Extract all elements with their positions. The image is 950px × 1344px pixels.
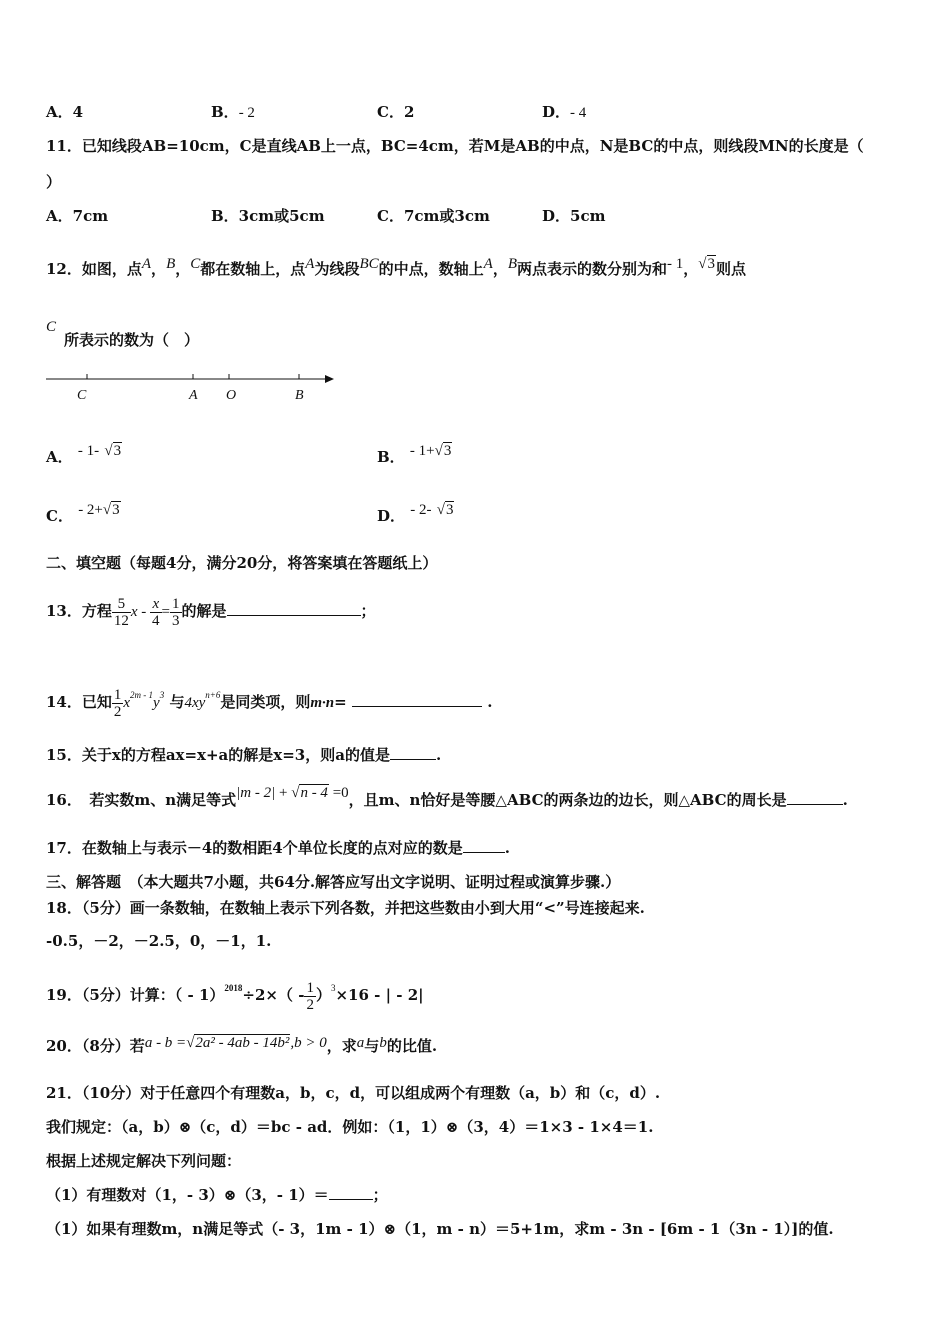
radicand: 3: [445, 502, 454, 518]
sqrt: √3: [434, 443, 452, 459]
q12-stem-end: 所表示的数为（ ）: [64, 331, 200, 349]
q11-option-c: C．7cm或3cm: [377, 207, 490, 225]
sqrt: √n - 4: [291, 785, 328, 801]
variable: y: [153, 695, 160, 711]
text: 与: [169, 693, 185, 711]
q16: [46, 785, 848, 811]
label-c: C: [77, 388, 87, 403]
q12-point-c-label: [46, 316, 56, 337]
exponent: 3: [330, 983, 336, 993]
condition: ,b > 0: [290, 1035, 327, 1051]
radicand: 3: [113, 443, 122, 459]
section-2-heading: 二、填空题（每题4分，满分20分，将答案填在答题纸上）: [46, 554, 438, 572]
text: 则点: [716, 260, 747, 278]
q18-numbers: -0.5，－2，－2.5，0，－1，1.: [46, 932, 272, 950]
text: 20．（8分）若: [46, 1037, 145, 1055]
fraction: [304, 980, 316, 1013]
text: .: [487, 693, 493, 711]
expression: m·n: [310, 695, 335, 711]
denominator: 2: [306, 996, 314, 1013]
q13: [46, 586, 376, 637]
q11-option-b: B．3cm或5cm: [211, 207, 325, 225]
text: 12．如图，点: [46, 260, 142, 278]
answer-blank[interactable]: [390, 745, 436, 760]
value-sqrt3: √3: [698, 256, 716, 272]
numerator: x: [150, 596, 162, 613]
text: 是同类项，则: [220, 693, 311, 711]
option-value: - 2-: [410, 502, 432, 518]
option-label: B．: [211, 103, 239, 121]
text: .: [842, 791, 848, 809]
q21-line1: 21．（10分）对于任意四个有理数a，b，c，d，可以组成两个有理数（a，b）和（c，d）.: [46, 1084, 661, 1102]
text: ÷2×（ -: [242, 986, 305, 1004]
q19: [46, 966, 424, 1017]
point-b: B: [507, 256, 518, 272]
q15: [46, 745, 441, 765]
fraction: [112, 596, 131, 629]
text: 16． 若实数m、n满足等式: [46, 791, 237, 809]
option-value: 2: [403, 103, 415, 121]
point-a: A: [141, 256, 152, 272]
q12-option-c: [46, 499, 121, 525]
text: 19．（5分）计算：（ - 1）: [46, 986, 225, 1004]
radicand: 2a² - 4ab - 14b²: [195, 1035, 290, 1051]
exponent: 3: [159, 690, 165, 700]
q14: [46, 670, 492, 728]
text: 的中点，数轴上: [378, 260, 484, 278]
q21-line5: （1）如果有理数m，n满足等式（- 3，1m - 1）⊗（1，m - n）＝5+1m，求m - 3n - [6m - 1（3n - 1）]的值.: [46, 1220, 834, 1238]
q12-option-b: [377, 440, 452, 466]
variable: x: [130, 604, 138, 620]
option-label: A．: [46, 103, 73, 121]
text: （1）有理数对（1，- 3）⊗（3，- 1）＝: [46, 1186, 329, 1204]
operator: -: [137, 604, 151, 620]
text: ，: [151, 260, 167, 278]
q18-stem: 18．（5分）画一条数轴，在数轴上表示下列各数，并把这些数由小到大用“<”号连接起来.: [46, 899, 645, 917]
q21-line2: 我们规定：（a，b）⊗（c，d）＝bc - ad．例如：（1，1）⊗（3，4）＝1×3 - 1×4＝1.: [46, 1118, 654, 1136]
text: 13．方程: [46, 602, 112, 620]
option-value: 4: [72, 103, 84, 121]
denominator: 4: [152, 612, 160, 629]
text: ，且m、n恰好是等腰△ABC的两条边的边长，则△ABC的周长是: [348, 791, 787, 809]
text: 15．关于x的方程ax=x+a的解是x=3，则a的值是: [46, 746, 390, 764]
text: 为线段: [314, 260, 360, 278]
q21-line3: 根据上述规定解决下列问题：: [46, 1152, 242, 1170]
numerator: 1: [306, 979, 314, 996]
point-a: A: [305, 256, 315, 272]
radicand: 3: [112, 502, 120, 518]
denominator: 2: [113, 703, 122, 720]
text: 的解是: [181, 602, 227, 620]
q17: [46, 838, 510, 858]
point-a: A: [483, 256, 493, 272]
denominator: 3: [172, 612, 180, 629]
numerator: 1: [113, 686, 122, 703]
segment-bc: BC: [359, 256, 379, 272]
q11-stem: 11．已知线段AB=10cm，C是直线AB上一点，BC=4cm，若M是AB的中点，N是BC的中点，则线段MN的长度是（: [46, 137, 864, 155]
radicand: n - 4: [300, 785, 328, 801]
text: .: [435, 746, 442, 764]
radicand: 3: [707, 256, 716, 272]
label-b: B: [295, 388, 304, 403]
label-a: A: [189, 388, 198, 403]
option-label: A．: [46, 448, 73, 466]
value-neg1: - 1: [667, 256, 684, 272]
point-c: C: [190, 256, 201, 272]
option-value: - 1+: [409, 443, 435, 459]
fraction: [170, 596, 182, 629]
term: 4xy: [184, 695, 206, 711]
option-label: C．: [377, 103, 404, 121]
point-b: B: [166, 256, 176, 272]
answer-blank[interactable]: [787, 790, 843, 805]
text: ，: [175, 260, 191, 278]
option-label: D．: [377, 507, 406, 525]
answer-blank[interactable]: [352, 692, 482, 707]
option-label: C．: [46, 507, 73, 525]
number-line: [40, 368, 340, 408]
operator: =: [161, 604, 171, 620]
text: ；: [372, 1186, 388, 1204]
option-value: - 2+: [78, 502, 103, 518]
q12-option-a: [46, 440, 122, 466]
sqrt: √3: [104, 443, 122, 459]
q10-option-d: [542, 102, 586, 123]
option-value: - 2: [238, 105, 255, 121]
option-label: D．: [542, 103, 571, 121]
text: ，求: [326, 1037, 357, 1055]
text: 14．已知: [46, 693, 112, 711]
q10-option-b: [211, 102, 255, 123]
sqrt: √2a² - 4ab - 14b²: [186, 1035, 290, 1051]
label-o: O: [226, 388, 237, 403]
option-value: - 1-: [77, 443, 100, 459]
variable: a: [356, 1035, 365, 1051]
text: ；: [360, 602, 376, 620]
q21-line4: [46, 1185, 388, 1205]
option-label: B．: [377, 448, 405, 466]
q10-option-a: [46, 102, 83, 122]
answer-blank[interactable]: [329, 1185, 373, 1200]
q11-option-d: D．5cm: [542, 207, 606, 225]
sqrt: √3: [436, 502, 454, 518]
text: ，: [683, 260, 699, 278]
exponent: 2018: [224, 983, 243, 993]
exponent: n+6: [205, 690, 221, 700]
text: ×16 - | - 2|: [335, 986, 424, 1004]
operator: +: [275, 785, 292, 801]
q12-option-d: [377, 499, 454, 525]
denominator: 12: [113, 612, 129, 629]
text: 与: [364, 1037, 380, 1055]
text: ，: [492, 260, 508, 278]
text: =: [334, 693, 347, 711]
text: 都在数轴上，点: [200, 260, 306, 278]
option-value: - 4: [570, 105, 587, 121]
text: ）: [315, 986, 331, 1004]
answer-blank[interactable]: [463, 838, 505, 853]
numerator: 5: [112, 596, 131, 613]
expression: a - b =: [144, 1035, 187, 1051]
axis-arrow: [325, 375, 334, 383]
section-3-heading: 三、解答题 （本大题共7小题，共64分.解答应写出文字说明、证明过程或演算步骤.）: [46, 873, 621, 891]
text: 两点表示的数分别为和: [517, 260, 668, 278]
text: .: [504, 839, 510, 857]
fraction: [112, 687, 124, 720]
text: 的比值.: [386, 1037, 438, 1055]
fraction: [150, 596, 162, 629]
sqrt: √3: [102, 502, 120, 518]
text: 17．在数轴上与表示－4的数相距4个单位长度的点对应的数是: [46, 839, 463, 857]
absolute-value: |m - 2|: [236, 785, 276, 801]
operator: =0: [328, 785, 349, 801]
q10-option-c: [377, 102, 414, 122]
q11-stem-close: ）: [46, 173, 62, 191]
radicand: 3: [443, 443, 452, 459]
variable: x: [123, 695, 131, 711]
q12-stem: [46, 254, 746, 279]
answer-blank[interactable]: [227, 601, 361, 616]
numerator: 1: [172, 595, 180, 612]
exponent: 2m - 1: [130, 690, 154, 700]
q11-option-a: A．7cm: [46, 207, 109, 225]
q20: [46, 1036, 437, 1057]
variable: b: [379, 1035, 387, 1051]
point-c: C: [46, 319, 57, 335]
